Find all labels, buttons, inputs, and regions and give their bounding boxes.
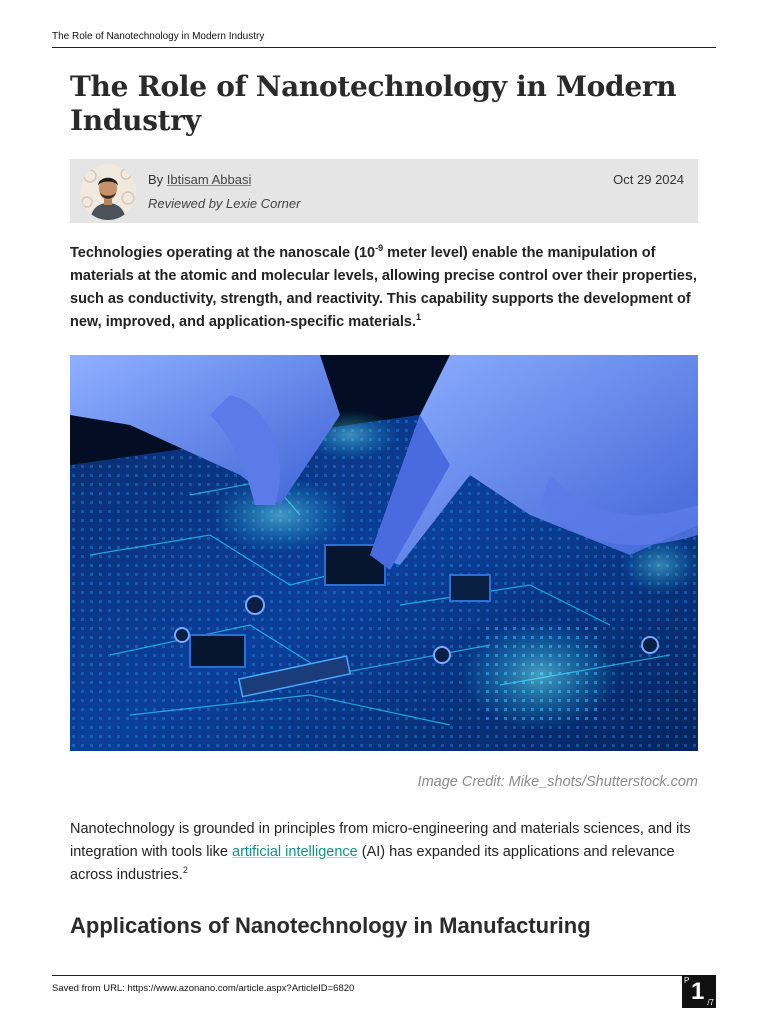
running-header-title: The Role of Nanotechnology in Modern Industry — [52, 31, 265, 42]
body-paragraph — [70, 818, 702, 887]
page-label: P — [684, 976, 690, 985]
current-page-number: 1 — [691, 978, 705, 1005]
lead-exponent: -9 — [375, 243, 384, 254]
total-pages: /7 — [707, 998, 714, 1007]
citation-marker[interactable]: 1 — [415, 312, 421, 323]
author-link[interactable]: Ibtisam Abbasi — [166, 172, 252, 187]
article-title: The Role of Nanotechnology in Modern Industry — [70, 70, 677, 137]
header-divider — [52, 47, 716, 48]
by-prefix: By — [148, 172, 164, 187]
footer-divider — [52, 975, 682, 976]
saved-from-url: Saved from URL: https://www.azonano.com/article.aspx?ArticleID=6820 — [52, 983, 355, 994]
lead-paragraph — [70, 242, 702, 334]
lead-text-end: meter level) enable the manipulation of materials at the atomic and molecular levels, allowing precise control over their properties, such as conductivity, strength, and reactivity. This capability supports the development of new, improved, and application-specific materials. — [70, 245, 697, 330]
lead-text-start: Technologies operating at the nanoscale (10 — [70, 245, 376, 261]
paragraph-text-start: Nanotechnology is grounded in principles from micro-engineering and materials sciences, and its integration with tools like — [70, 821, 691, 860]
section-heading: Applications of Nanotechnology in Manufacturing — [70, 913, 591, 938]
page-number-badge — [682, 975, 716, 1008]
paragraph-text-end: (AI) has expanded its applications and relevance across industries. — [70, 844, 675, 883]
publish-date: Oct 29 2024 — [613, 172, 684, 187]
ai-link[interactable]: artificial intelligence — [232, 844, 358, 860]
image-credit: Image Credit: Mike_shots/Shutterstock.com — [417, 774, 698, 790]
byline-box — [70, 159, 698, 223]
byline-author — [148, 172, 251, 187]
citation-marker[interactable]: 2 — [182, 865, 188, 876]
author-avatar[interactable] — [80, 164, 136, 220]
reviewed-by: Reviewed by Lexie Corner — [148, 196, 301, 211]
hero-image — [70, 355, 698, 751]
